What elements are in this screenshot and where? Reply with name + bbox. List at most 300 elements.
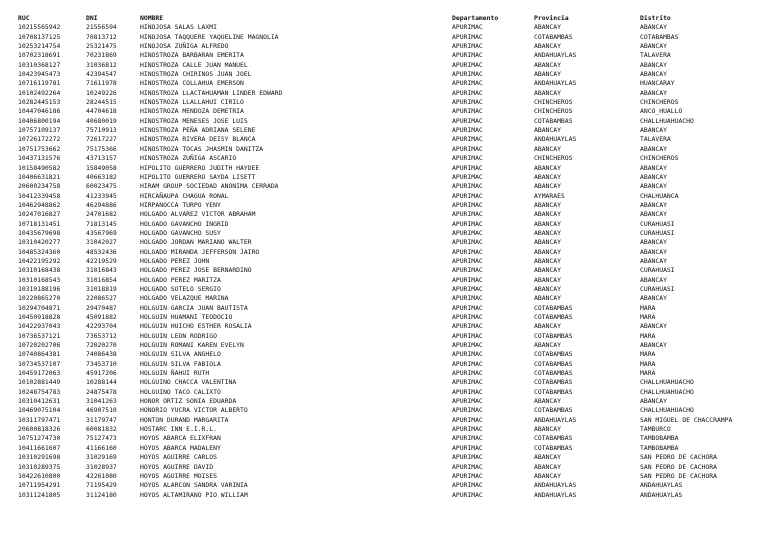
ruc-cell: 20600818326 [18,425,61,434]
ruc-cell: 10469075104 [18,406,61,415]
ruc-cell: 10734537107 [18,359,61,368]
nombre-cell: HOYOS ABARCA MADALENY [140,443,221,452]
departamento-cell: APURIMAC [452,294,483,303]
departamento-cell: APURIMAC [452,88,483,97]
ruc-cell: 10437131576 [18,154,61,163]
table-row [18,210,760,219]
table-row [18,434,760,443]
nombre-cell: HOLGADO GAVANCHO INGRID [140,219,229,228]
nombre-cell: HOLGADO JORDAN MARIANO WALTER [140,238,252,247]
distrito-cell: CHALLHUAHUACHO [640,116,694,125]
provincia-cell: COTABAMBAS [534,369,573,378]
ruc-cell: 10740864381 [18,350,61,359]
table-row [18,238,760,247]
column-header-dni: DNI [86,14,98,22]
table-header-row [18,14,760,23]
provincia-cell: ABANCAY [534,70,561,79]
nombre-cell: HINOJOSA TAQQUERE YAQUELINE MAGNOLIA [140,32,279,41]
departamento-cell: APURIMAC [452,219,483,228]
ruc-cell: 10102492264 [18,88,61,97]
dni-cell: 24875478 [86,387,117,396]
table-row [18,61,760,70]
provincia-cell: ABANCAY [534,266,561,275]
dni-cell: 31028937 [86,462,117,471]
departamento-cell: APURIMAC [452,42,483,51]
departamento-cell: APURIMAC [452,443,483,452]
departamento-cell: APURIMAC [452,172,483,181]
dni-cell: 45091882 [86,313,117,321]
ruc-cell: 10718131451 [18,219,61,228]
nombre-cell: HOLGUIN GARCIA JUAN BAUTISTA [140,303,248,312]
departamento-cell: APURIMAC [452,481,483,490]
dni-cell: 42261080 [86,471,117,480]
departamento-cell: APURIMAC [452,23,483,32]
distrito-cell: MARA [640,331,656,340]
distrito-cell: SAN MIGUEL DE CHACCRAMPA [640,415,733,424]
dni-cell: 45917206 [86,369,117,378]
distrito-cell: TAMBOBAMBA [640,443,679,452]
distrito-cell: ABANCAY [640,23,667,32]
dni-cell: 71611978 [86,79,117,88]
table-row [18,229,760,238]
table-row [18,378,760,387]
distrito-cell: ABANCAY [640,42,667,51]
ruc-cell: 10708137125 [18,32,61,41]
nombre-cell: HOLGADO GAVANCHO SUSY [140,228,221,237]
dni-cell: 46907510 [86,406,117,415]
provincia-cell: CHINCHEROS [534,154,573,163]
distrito-cell: CHALHUANCA [640,191,679,200]
provincia-cell: ABANCAY [534,247,561,256]
table-row [18,89,760,98]
departamento-cell: APURIMAC [452,135,483,144]
distrito-cell: CHALLHUAHUACHO [640,406,694,415]
table-row [18,117,760,126]
dni-cell: 42394547 [86,70,117,79]
nombre-cell: HINOSTROZA COLLAHUA EMERSON [140,79,244,88]
distrito-cell: MARA [640,369,656,378]
dni-cell: 10288144 [86,378,117,387]
distrito-cell: HUANCARAY [640,79,675,88]
provincia-cell: ANDAHUAYLAS [534,51,577,60]
nombre-cell: HOLGADO PEREZ MARITZA [140,275,221,284]
departamento-cell: APURIMAC [452,406,483,415]
nombre-cell: HOYOS AGUIRRE MOISES [140,471,217,480]
departamento-cell: APURIMAC [452,200,483,209]
nombre-cell: HOLGUIN SILVA ANGHELO [140,350,221,359]
departamento-cell: APURIMAC [452,32,483,41]
table-row [18,453,760,462]
table-row [18,360,760,369]
ruc-cell: 10736537121 [18,331,61,340]
ruc-cell: 10412339458 [18,191,61,200]
dni-cell: 10249226 [86,88,117,97]
dni-cell: 40663182 [86,172,117,181]
departamento-cell: APURIMAC [452,397,483,406]
ruc-cell: 10711954291 [18,481,61,490]
departamento-cell: APURIMAC [452,284,483,293]
table-row [18,201,760,210]
departamento-cell: APURIMAC [452,116,483,125]
distrito-cell: TALAVERA [640,51,671,60]
nombre-cell: HOLGUIN HUICHO ESTHER ROSALIA [140,322,252,331]
distrito-cell: ABANCAY [640,144,667,153]
dni-cell: 42219529 [86,256,117,265]
table-row [18,369,760,378]
nombre-cell: HOLGUINO CHACCA VALENTINA [140,378,237,387]
table-row [18,257,760,266]
dni-cell: 25321475 [86,42,117,51]
nombre-cell: HOLGADO VELAZQUE MARINA [140,294,229,303]
ruc-cell: 10411661607 [18,443,61,452]
departamento-cell: APURIMAC [452,313,483,321]
provincia-cell: ANDAHUAYLAS [534,490,577,499]
ruc-cell: 10102881449 [18,378,61,387]
departamento-cell: APURIMAC [452,144,483,153]
dni-cell: 71195429 [86,481,117,490]
ruc-cell: 10294704871 [18,303,61,312]
ruc-cell: 10310168543 [18,275,61,284]
table-row [18,79,760,88]
provincia-cell: ABANCAY [534,238,561,247]
provincia-cell: ABANCAY [534,182,561,191]
table-row [18,98,760,107]
table-row [18,313,760,322]
dni-cell: 60081832 [86,425,117,434]
departamento-cell: APURIMAC [452,490,483,499]
provincia-cell: ABANCAY [534,60,561,69]
ruc-cell: 10310291698 [18,453,61,462]
departamento-cell: APURIMAC [452,322,483,331]
ruc-cell: 10422937043 [18,322,61,331]
dni-cell: 48532436 [86,247,117,256]
nombre-cell: HINOSTROZA LLALLAHUI CIRILO [140,98,244,107]
ruc-cell: 10751753662 [18,144,61,153]
table-row [18,248,760,257]
dni-cell: 31018819 [86,284,117,293]
nombre-cell: HINOSTROZA CHIRINOS JUAN JOEL [140,70,252,79]
distrito-cell: ANCO_HUALLO [640,107,683,116]
nombre-cell: HINOSTROZA PEÑA ADRIANA SELENE [140,126,256,135]
departamento-cell: APURIMAC [452,247,483,256]
dni-cell: 41166160 [86,443,117,452]
provincia-cell: ABANCAY [534,284,561,293]
table-row [18,341,760,350]
nombre-cell: HINOSTROZA MENDOZA DEMETRIA [140,107,244,116]
ruc-cell: 10158490582 [18,163,61,172]
dni-cell: 70231869 [86,51,117,60]
nombre-cell: HINOSTROZA BARBARAN EMERITA [140,51,244,60]
table-row [18,173,760,182]
distrito-cell: TALAVERA [640,135,671,144]
provincia-cell: COTABAMBAS [534,32,573,41]
provincia-cell: CHINCHEROS [534,107,573,116]
provincia-cell: ABANCAY [534,163,561,172]
provincia-cell: COTABAMBAS [534,434,573,443]
distrito-cell: SAN PEDRO DE CACHORA [640,462,717,471]
distrito-cell: MARA [640,359,656,368]
nombre-cell: HINOJOSA ZUÑIGA ALFREDO [140,42,229,51]
nombre-cell: HOLGADO PEREZ JOHN [140,256,210,265]
distrito-cell: SAN PEDRO DE CACHORA [640,471,717,480]
dni-cell: 43713157 [86,154,117,163]
ruc-cell: 10310420277 [18,238,61,247]
distrito-cell: COTABAMBAS [640,32,679,41]
ruc-cell: 10311797471 [18,415,61,424]
ruc-cell: 10220865270 [18,294,61,303]
nombre-cell: HINOSTROZA MENESES JOSE LUIS [140,116,248,125]
taxpayer-table [18,14,760,500]
departamento-cell: APURIMAC [452,462,483,471]
departamento-cell: APURIMAC [452,163,483,172]
distrito-cell: ABANCAY [640,88,667,97]
provincia-cell: COTABAMBAS [534,378,573,387]
distrito-cell: ANDAHUAYLAS [640,481,683,490]
table-row [18,266,760,275]
provincia-cell: ABANCAY [534,322,561,331]
nombre-cell: HOLGADO SOTELO SERGIO [140,284,221,293]
departamento-cell: APURIMAC [452,182,483,191]
table-row [18,33,760,42]
dni-cell: 40680019 [86,116,117,125]
dni-cell: 41233945 [86,191,117,200]
distrito-cell: ABANCAY [640,275,667,284]
dni-cell: 22086527 [86,294,117,303]
ruc-cell: 10726172272 [18,135,61,144]
departamento-cell: APURIMAC [452,238,483,247]
nombre-cell: HOYOS AGUIRRE DAVID [140,462,214,471]
distrito-cell: ANDAHUAYLAS [640,490,683,499]
dni-cell: 21556594 [86,23,117,32]
provincia-cell: ABANCAY [534,453,561,462]
table-row [18,388,760,397]
dni-cell: 73653712 [86,331,117,340]
provincia-cell: ABANCAY [534,425,561,434]
dni-cell: 29470487 [86,303,117,312]
table-row [18,135,760,144]
table-row [18,107,760,116]
provincia-cell: ABANCAY [534,42,561,51]
ruc-cell: 10282445153 [18,98,61,107]
column-header-provincia: Provincia [534,14,569,22]
dni-cell: 75127473 [86,434,117,443]
dni-cell: 31041263 [86,397,117,406]
table-row [18,481,760,490]
dni-cell: 28244515 [86,98,117,107]
dni-cell: 72020270 [86,341,117,350]
dni-cell: 31042027 [86,238,117,247]
table-row [18,126,760,135]
column-header-nombre: NOMBRE [140,14,164,22]
nombre-cell: HINOSTROZA RIVERA DEISY BLANCA [140,135,256,144]
dni-cell: 43567969 [86,228,117,237]
nombre-cell: HOYOS ABARCA ELIXFRAN [140,434,221,443]
distrito-cell: MARA [640,350,656,359]
ruc-cell: 10435679698 [18,228,61,237]
distrito-cell: ABANCAY [640,256,667,265]
dni-cell: 75175366 [86,144,117,153]
provincia-cell: COTABAMBAS [534,303,573,312]
provincia-cell: ANDAHUAYLAS [534,415,577,424]
provincia-cell: COTABAMBAS [534,387,573,396]
ruc-cell: 10247016827 [18,210,61,219]
dni-cell: 31016843 [86,266,117,275]
dni-cell: 31036812 [86,60,117,69]
departamento-cell: APURIMAC [452,51,483,60]
distrito-cell: TAMBOBAMBA [640,434,679,443]
ruc-cell: 10310412631 [18,397,61,406]
departamento-cell: APURIMAC [452,425,483,434]
distrito-cell: ABANCAY [640,341,667,350]
provincia-cell: ABANCAY [534,397,561,406]
table-row [18,416,760,425]
provincia-cell: CHINCHEROS [534,98,573,107]
nombre-cell: HIRCAÑAUPA CHAGUA RONAL [140,191,229,200]
distrito-cell: ABANCAY [640,247,667,256]
ruc-cell: 10310289375 [18,462,61,471]
nombre-cell: HOLGUIN ROMANI KAREN EVELYN [140,341,244,350]
dni-cell: 42293704 [86,322,117,331]
table-row [18,220,760,229]
ruc-cell: 10423945473 [18,70,61,79]
dni-cell: 44704618 [86,107,117,116]
table-row [18,444,760,453]
distrito-cell: ABANCAY [640,397,667,406]
distrito-cell: CHINCHEROS [640,154,679,163]
table-row [18,304,760,313]
distrito-cell: MARA [640,313,656,321]
nombre-cell: HOSTARC INN E.I.R.L. [140,425,217,434]
provincia-cell: COTABAMBAS [534,313,573,321]
provincia-cell: ABANCAY [534,341,561,350]
table-row [18,294,760,303]
departamento-cell: APURIMAC [452,331,483,340]
provincia-cell: ABANCAY [534,23,561,32]
nombre-cell: HINOSTROZA TOCAS JHASMIN DANITZA [140,144,264,153]
nombre-cell: HONTON DURAND MARGARITA [140,415,229,424]
provincia-cell: ABANCAY [534,172,561,181]
ruc-cell: 20600234758 [18,182,61,191]
departamento-cell: APURIMAC [452,350,483,359]
table-row [18,322,760,331]
nombre-cell: HOLGADO PEREZ JOSE BERNARDINO [140,266,252,275]
distrito-cell: CURAHUASI [640,228,675,237]
table-row [18,145,760,154]
distrito-cell: ABANCAY [640,294,667,303]
distrito-cell: ABANCAY [640,182,667,191]
ruc-cell: 10253214754 [18,42,61,51]
departamento-cell: APURIMAC [452,191,483,200]
dni-cell: 75710913 [86,126,117,135]
provincia-cell: ABANCAY [534,88,561,97]
nombre-cell: HOLGUIN LEON RODRIGO [140,331,217,340]
nombre-cell: HOLGADO ALVAREZ VICTOR ABRAHAM [140,210,256,219]
provincia-cell: ABANCAY [534,256,561,265]
table-row [18,472,760,481]
distrito-cell: CURAHUASI [640,219,675,228]
provincia-cell: ABANCAY [534,210,561,219]
nombre-cell: HIRAM GROUP SOCIEDAD ANONIMA CERRADA [140,182,279,191]
distrito-cell: ABANCAY [640,210,667,219]
departamento-cell: APURIMAC [452,126,483,135]
ruc-cell: 10751274730 [18,434,61,443]
departamento-cell: APURIMAC [452,359,483,368]
column-header-departamento: Departamento [452,14,499,22]
dni-cell: 31124180 [86,490,117,499]
departamento-cell: APURIMAC [452,228,483,237]
table-row [18,154,760,163]
column-header-ruc: RUC [18,14,30,22]
ruc-cell: 10422610800 [18,471,61,480]
distrito-cell: CURAHUASI [640,266,675,275]
departamento-cell: APURIMAC [452,341,483,350]
dni-cell: 70813712 [86,32,117,41]
provincia-cell: ABANCAY [534,294,561,303]
provincia-cell: ABANCAY [534,228,561,237]
departamento-cell: APURIMAC [452,79,483,88]
column-header-distrito: Distrito [640,14,671,22]
nombre-cell: HOLGUINO TACO CALIXTO [140,387,221,396]
table-row [18,463,760,472]
distrito-cell: ABANCAY [640,322,667,331]
nombre-cell: HINOSTROZA ZUÑIGA ASCARIO [140,154,237,163]
departamento-cell: APURIMAC [452,471,483,480]
provincia-cell: ANDAHUAYLAS [534,135,577,144]
ruc-cell: 10310188196 [18,284,61,293]
nombre-cell: HOLGADO MIRANDA JEFFERSON JAIRO [140,247,260,256]
nombre-cell: HONOR ORTIZ SONIA EDUARDA [140,397,237,406]
provincia-cell: ABANCAY [534,144,561,153]
departamento-cell: APURIMAC [452,210,483,219]
ruc-cell: 10757109137 [18,126,61,135]
ruc-cell: 10450918828 [18,313,61,321]
table-row [18,406,760,415]
dni-cell: 31179747 [86,415,117,424]
provincia-cell: ANDAHUAYLAS [534,481,577,490]
departamento-cell: APURIMAC [452,415,483,424]
departamento-cell: APURIMAC [452,303,483,312]
distrito-cell: MARA [640,303,656,312]
distrito-cell: ABANCAY [640,163,667,172]
provincia-cell: COTABAMBAS [534,116,573,125]
distrito-cell: ABANCAY [640,70,667,79]
table-row [18,491,760,500]
dni-cell: 31016854 [86,275,117,284]
departamento-cell: APURIMAC [452,378,483,387]
nombre-cell: HOYOS ALARCON SANDRA VARINIA [140,481,248,490]
distrito-cell: ABANCAY [640,200,667,209]
ruc-cell: 10248754783 [18,387,61,396]
departamento-cell: APURIMAC [452,387,483,396]
distrito-cell: ABANCAY [640,238,667,247]
departamento-cell: APURIMAC [452,256,483,265]
ruc-cell: 10406631821 [18,172,61,181]
provincia-cell: AYMARAES [534,191,565,200]
table-body [18,23,760,500]
nombre-cell: HOLGUIN SILVA FABIOLA [140,359,221,368]
ruc-cell: 10215565942 [18,23,61,32]
provincia-cell: ABANCAY [534,275,561,284]
dni-cell: 60023475 [86,182,117,191]
provincia-cell: COTABAMBAS [534,443,573,452]
ruc-cell: 10447046186 [18,107,61,116]
table-row [18,51,760,60]
table-row [18,350,760,359]
table-row [18,42,760,51]
provincia-cell: COTABAMBAS [534,359,573,368]
distrito-cell: SAN PEDRO DE CACHORA [640,453,717,462]
departamento-cell: APURIMAC [452,70,483,79]
